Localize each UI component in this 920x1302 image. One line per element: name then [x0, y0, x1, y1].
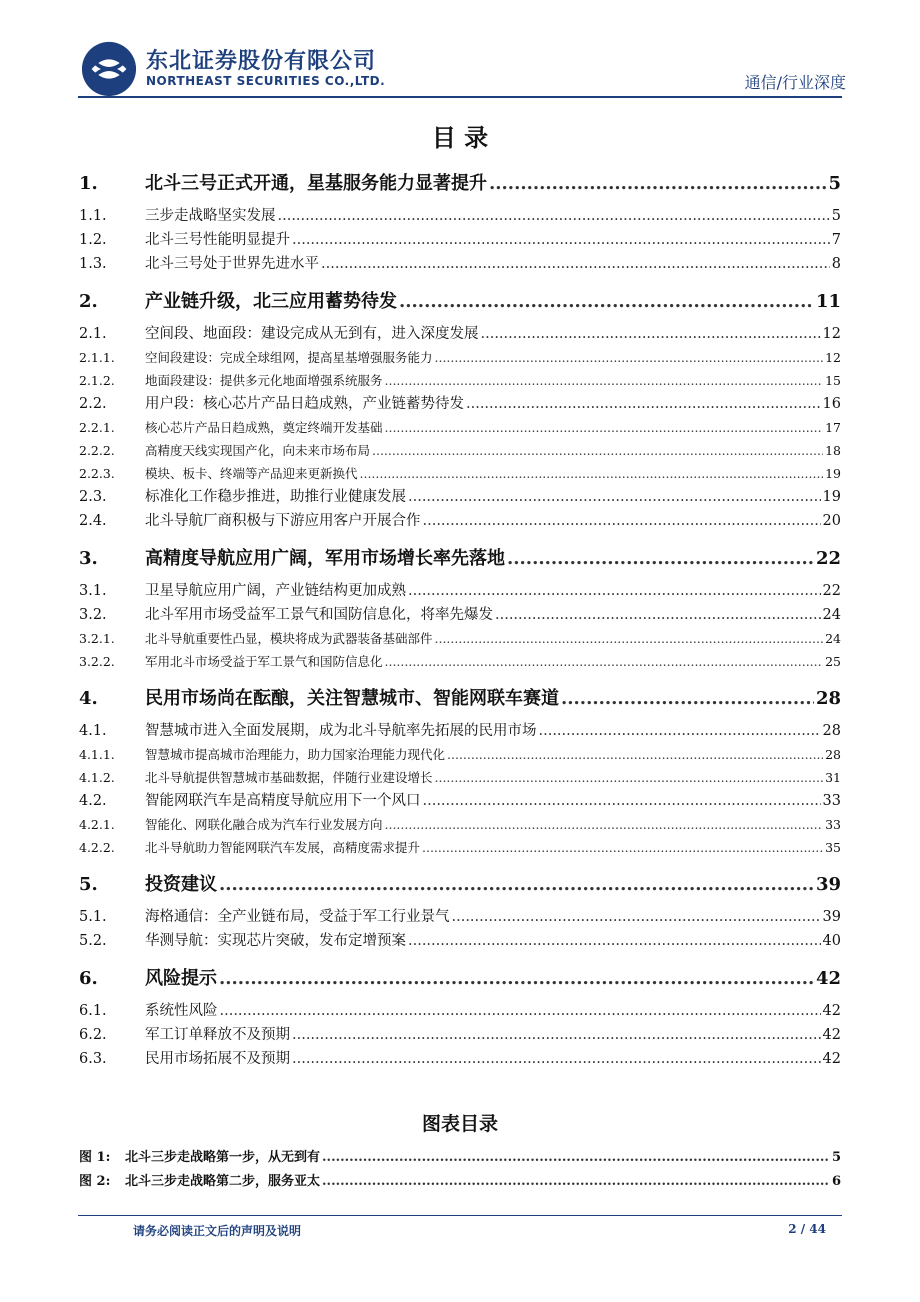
company-name-cn: 东北证券股份有限公司 — [146, 49, 377, 74]
toc-entry-page: 5 — [831, 208, 841, 224]
toc-entry-number: 4.2. — [79, 793, 107, 809]
company-logo-icon — [80, 40, 138, 98]
toc-leader-dots — [278, 204, 830, 228]
toc-entry-page: 28 — [825, 747, 841, 762]
table-of-contents — [79, 164, 841, 1071]
toc-entry-number: 2.1. — [79, 326, 107, 342]
toc-leader-dots — [321, 252, 830, 276]
toc-entry[interactable] — [79, 322, 841, 346]
toc-entry-number: 4.1.2. — [79, 770, 115, 785]
toc-entry-title: 三步走战略坚实发展 — [145, 208, 276, 224]
toc-entry-page: 22 — [822, 583, 841, 599]
toc-entry[interactable] — [79, 539, 841, 579]
toc-entry-number: 6.3. — [79, 1051, 107, 1067]
toc-entry-number: 6.1. — [79, 1003, 107, 1019]
toc-entry-title: 高精度导航应用广阔，军用市场增长率先落地 — [145, 548, 505, 569]
toc-entry-title: 北斗三号正式开通，星基服务能力显著提升 — [145, 173, 487, 194]
toc-entry[interactable] — [79, 228, 841, 252]
toc-entry-page: 24 — [825, 631, 841, 646]
toc-entry-title: 系统性风险 — [145, 1003, 218, 1019]
figures-list — [79, 1146, 841, 1194]
figure-page: 5 — [831, 1150, 841, 1165]
toc-title: 目 录 — [431, 123, 489, 152]
toc-entry-number: 3.2.1. — [79, 631, 115, 646]
toc-entry-number: 5. — [79, 874, 98, 895]
toc-entry-page: 17 — [825, 420, 841, 435]
toc-entry-title: 用户段：核心芯片产品日趋成熟，产业链蓄势待发 — [145, 396, 464, 412]
toc-entry-title: 军工订单释放不及预期 — [145, 1027, 290, 1043]
page-indicator: 2 / 44 — [788, 1222, 826, 1236]
toc-entry[interactable] — [79, 164, 841, 204]
toc-entry[interactable] — [79, 509, 841, 533]
toc-entry-page: 22 — [815, 548, 841, 569]
toc-leader-dots — [539, 719, 821, 743]
toc-leader-dots — [495, 603, 821, 627]
toc-entry-page: 39 — [822, 909, 841, 925]
toc-entry[interactable] — [79, 369, 841, 392]
toc-leader-dots — [292, 1047, 821, 1071]
toc-entry-number: 3.2. — [79, 607, 107, 623]
toc-entry-title: 北斗导航厂商积极与下游应用客户开展合作 — [145, 513, 421, 529]
toc-leader-dots — [507, 539, 814, 579]
toc-entry-page: 5 — [828, 173, 841, 194]
toc-entry-page: 33 — [825, 817, 841, 832]
toc-leader-dots — [435, 627, 824, 650]
toc-entry-title: 地面段建设：提供多元化地面增强系统服务 — [145, 373, 383, 388]
toc-entry-title: 模块、板卡、终端等产品迎来更新换代 — [145, 466, 358, 481]
toc-entry-page: 16 — [822, 396, 841, 412]
toc-entry[interactable] — [79, 789, 841, 813]
toc-entry-page: 7 — [831, 232, 841, 248]
toc-entry-number: 1.2. — [79, 232, 107, 248]
toc-entry-page: 24 — [822, 607, 841, 623]
toc-entry-page: 35 — [825, 840, 841, 855]
toc-entry-number: 4.2.2. — [79, 840, 115, 855]
toc-leader-dots — [372, 439, 823, 462]
toc-entry-number: 1.3. — [79, 256, 107, 272]
toc-entry-title: 标准化工作稳步推进，助推行业健康发展 — [145, 489, 406, 505]
figures-title: 图表目录 — [421, 1113, 498, 1135]
toc-entry-page: 42 — [815, 968, 841, 989]
toc-leader-dots — [385, 650, 824, 673]
toc-entry-title: 智能网联汽车是高精度导航应用下一个风口 — [145, 793, 421, 809]
toc-entry[interactable] — [79, 204, 841, 228]
toc-entry-number: 2.1.2. — [79, 373, 115, 388]
toc-leader-dots — [466, 392, 821, 416]
toc-leader-dots — [219, 959, 814, 999]
toc-leader-dots — [435, 766, 824, 789]
toc-entry[interactable] — [79, 929, 841, 953]
toc-entry-page: 8 — [831, 256, 841, 272]
toc-entry-page: 40 — [822, 933, 841, 949]
toc-entry-title: 北斗三号性能明显提升 — [145, 232, 290, 248]
toc-entry-title: 军用北斗市场受益于军工景气和国防信息化 — [145, 654, 383, 669]
toc-entry[interactable] — [79, 865, 841, 905]
toc-entry-title: 空间段、地面段：建设完成从无到有，进入深度发展 — [145, 326, 479, 342]
toc-entry-title: 北斗军用市场受益军工景气和国防信息化，将率先爆发 — [145, 607, 493, 623]
toc-entry-number: 2.2.2. — [79, 443, 115, 458]
toc-entry-number: 4.1. — [79, 723, 107, 739]
toc-entry[interactable] — [79, 719, 841, 743]
toc-entry-title: 高精度天线实现国产化，向未来市场布局 — [145, 443, 371, 458]
company-name-en: NORTHEAST SECURITIES CO.,LTD. — [146, 74, 386, 88]
toc-entry-title: 卫星导航应用广阔，产业链结构更加成熟 — [145, 583, 406, 599]
toc-entry-title: 核心芯片产品日趋成熟，奠定终端开发基础 — [145, 420, 383, 435]
toc-entry-number: 3. — [79, 548, 98, 569]
figure-entry[interactable] — [79, 1146, 841, 1170]
toc-entry-page: 12 — [825, 350, 841, 365]
toc-entry-number: 2.2.1. — [79, 420, 115, 435]
toc-entry[interactable] — [79, 392, 841, 416]
figure-page: 6 — [831, 1174, 841, 1189]
toc-entry[interactable] — [79, 650, 841, 673]
toc-entry[interactable] — [79, 282, 841, 322]
toc-entry-number: 3.1. — [79, 583, 107, 599]
toc-entry-title: 产业链升级，北三应用蓄势待发 — [145, 291, 397, 312]
toc-entry[interactable] — [79, 679, 841, 719]
toc-entry-number: 2.2. — [79, 396, 107, 412]
toc-entry-page: 12 — [822, 326, 841, 342]
toc-entry-page: 42 — [822, 1003, 841, 1019]
toc-leader-dots — [489, 164, 826, 204]
toc-leader-dots — [561, 679, 814, 719]
toc-entry-page: 20 — [822, 513, 841, 529]
toc-entry-title: 智慧城市进入全面发展期，成为北斗导航率先拓展的民用市场 — [145, 723, 537, 739]
toc-entry-title: 智慧城市提高城市治理能力，助力国家治理能力现代化 — [145, 747, 446, 762]
toc-entry-page: 28 — [822, 723, 841, 739]
figure-entry[interactable] — [79, 1170, 841, 1194]
footer-disclaimer: 请务必阅读正文后的声明及说明 — [133, 1224, 302, 1238]
toc-entry-number: 2.1.1. — [79, 350, 115, 365]
toc-entry-number: 2. — [79, 291, 98, 312]
toc-leader-dots — [408, 929, 821, 953]
toc-entry-title: 北斗导航重要性凸显，模块将成为武器装备基础部件 — [145, 631, 433, 646]
toc-entry-title: 风险提示 — [145, 968, 217, 989]
toc-entry-page: 18 — [825, 443, 841, 458]
toc-entry-page: 42 — [822, 1051, 841, 1067]
toc-entry-title: 北斗导航提供智慧城市基础数据，伴随行业建设增长 — [145, 770, 433, 785]
footer-divider — [78, 1215, 842, 1216]
toc-entry-page: 25 — [825, 654, 841, 669]
toc-entry-number: 2.4. — [79, 513, 107, 529]
toc-leader-dots — [219, 865, 814, 905]
toc-entry-page: 19 — [822, 489, 841, 505]
toc-entry[interactable] — [79, 462, 841, 485]
figure-number: 图 2: — [79, 1174, 111, 1189]
toc-entry-page: 15 — [825, 373, 841, 388]
toc-entry-page: 19 — [825, 466, 841, 481]
toc-entry-page: 33 — [822, 793, 841, 809]
toc-leader-dots — [423, 789, 821, 813]
toc-entry[interactable] — [79, 346, 841, 369]
toc-entry[interactable] — [79, 1047, 841, 1071]
figure-caption: 北斗三步走战略第二步，服务亚太 — [125, 1174, 321, 1189]
toc-entry-number: 4.2.1. — [79, 817, 115, 832]
toc-entry-number: 4.1.1. — [79, 747, 115, 762]
toc-entry-number: 2.3. — [79, 489, 107, 505]
toc-entry[interactable] — [79, 1023, 841, 1047]
toc-entry-title: 北斗三号处于世界先进水平 — [145, 256, 319, 272]
toc-entry-title: 空间段建设：完成全球组网，提高星基增强服务能力 — [145, 350, 433, 365]
toc-entry-number: 3.2.2. — [79, 654, 115, 669]
toc-leader-dots — [435, 346, 824, 369]
toc-leader-dots — [481, 322, 821, 346]
toc-leader-dots — [385, 813, 824, 836]
page-header — [0, 0, 920, 96]
toc-entry-title: 海格通信：全产业链布局，受益于军工行业景气 — [145, 909, 450, 925]
toc-leader-dots — [452, 905, 821, 929]
header-divider — [78, 96, 842, 98]
toc-leader-dots — [408, 579, 821, 603]
toc-leader-dots — [422, 836, 823, 859]
toc-entry[interactable] — [79, 627, 841, 650]
figure-caption: 北斗三步走战略第一步，从无到有 — [125, 1150, 321, 1165]
toc-entry-number: 1. — [79, 173, 98, 194]
toc-leader-dots — [385, 369, 824, 392]
toc-entry-page: 11 — [815, 291, 841, 312]
toc-entry-title: 民用市场尚在酝酿，关注智慧城市、智能网联车赛道 — [145, 688, 559, 709]
toc-entry-number: 6. — [79, 968, 98, 989]
toc-entry[interactable] — [79, 579, 841, 603]
toc-leader-dots — [292, 1023, 821, 1047]
figure-leader-dots — [322, 1170, 830, 1194]
toc-entry-page: 31 — [825, 770, 841, 785]
toc-leader-dots — [447, 743, 823, 766]
toc-entry[interactable] — [79, 603, 841, 627]
toc-entry[interactable] — [79, 416, 841, 439]
toc-entry-title: 北斗导航助力智能网联汽车发展，高精度需求提升 — [145, 840, 421, 855]
toc-entry-title: 投资建议 — [145, 874, 217, 895]
toc-leader-dots — [360, 462, 824, 485]
toc-entry[interactable] — [79, 252, 841, 276]
toc-leader-dots — [399, 282, 814, 322]
toc-entry[interactable] — [79, 999, 841, 1023]
toc-entry-title: 民用市场拓展不及预期 — [145, 1051, 290, 1067]
toc-entry-title: 华测导航：实现芯片突破，发布定增预案 — [145, 933, 406, 949]
toc-entry[interactable] — [79, 743, 841, 766]
toc-leader-dots — [220, 999, 821, 1023]
toc-entry-number: 6.2. — [79, 1027, 107, 1043]
toc-entry-number: 5.1. — [79, 909, 107, 925]
toc-entry[interactable] — [79, 485, 841, 509]
toc-entry[interactable] — [79, 766, 841, 789]
toc-leader-dots — [408, 485, 821, 509]
toc-entry-page: 39 — [815, 874, 841, 895]
toc-entry-number: 4. — [79, 688, 98, 709]
toc-entry-page: 42 — [822, 1027, 841, 1043]
toc-entry[interactable] — [79, 813, 841, 836]
toc-entry-page: 28 — [815, 688, 841, 709]
toc-entry[interactable] — [79, 439, 841, 462]
toc-entry-number: 5.2. — [79, 933, 107, 949]
toc-entry[interactable] — [79, 959, 841, 999]
toc-entry-title: 智能化、网联化融合成为汽车行业发展方向 — [145, 817, 383, 832]
figure-leader-dots — [322, 1146, 830, 1170]
toc-entry[interactable] — [79, 836, 841, 859]
toc-entry[interactable] — [79, 905, 841, 929]
toc-entry-number: 2.2.3. — [79, 466, 115, 481]
toc-leader-dots — [423, 509, 821, 533]
toc-leader-dots — [292, 228, 830, 252]
report-category: 通信/行业深度 — [744, 73, 846, 92]
figure-number: 图 1: — [79, 1150, 111, 1165]
toc-entry-number: 1.1. — [79, 208, 107, 224]
toc-leader-dots — [385, 416, 824, 439]
